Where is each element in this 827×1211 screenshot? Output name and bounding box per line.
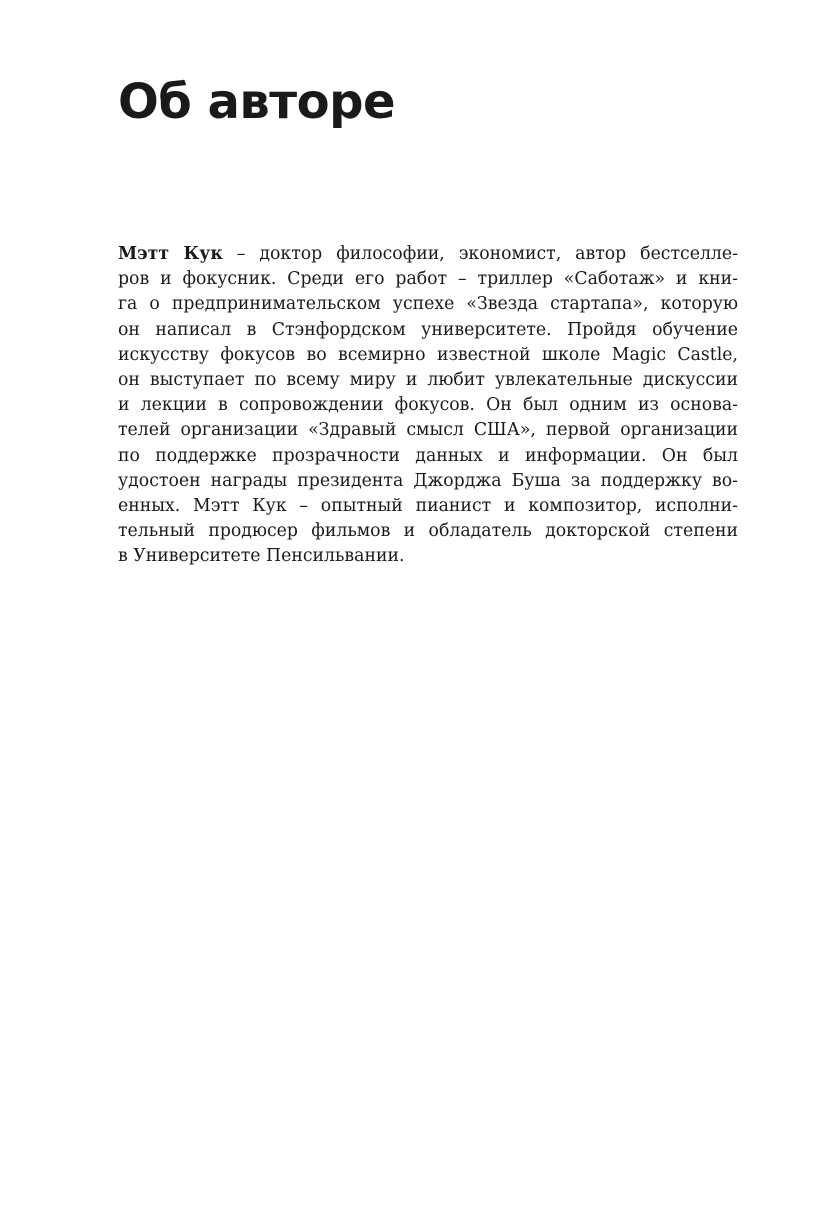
bio-line-text: – доктор философии, экономист, автор бестселле- (222, 244, 738, 264)
bio-line: он написал в Стэнфордском университете. Пройдя обучение (118, 319, 738, 340)
bio-line: ров и фокусник. Среди его работ – триллер «Саботаж» и кни- (118, 269, 738, 290)
bio-line: в Университете Пенсильвании. (118, 546, 405, 567)
bio-line: по поддержке прозрачности данных и информации. Он был (118, 445, 738, 466)
bio-line: телей организации «Здравый смысл США», первой организации (118, 420, 738, 441)
bio-line: и лекции в сопровождении фокусов. Он был одним из основа- (118, 395, 738, 416)
bio-line: тельный продюсер фильмов и обладатель докторской степени (118, 521, 738, 542)
bio-line: искусству фокусов во всемирно известной школе Magic Castle, (118, 344, 738, 365)
bio-line: га о предпринимательском успехе «Звезда стартапа», которую (118, 294, 738, 315)
bio-line: енных. Мэтт Кук – опытный пианист и композитор, исполни- (118, 495, 738, 516)
bio-line: он выступает по всему миру и любит увлекательные дискуссии (118, 369, 738, 390)
bio-line (118, 242, 738, 267)
author-name: Мэтт Кук (118, 244, 223, 264)
bio-line: удостоен награды президента Джорджа Буша за поддержку во- (118, 470, 738, 491)
author-bio-paragraph (118, 242, 738, 569)
chapter-title: Об авторе (118, 74, 396, 130)
